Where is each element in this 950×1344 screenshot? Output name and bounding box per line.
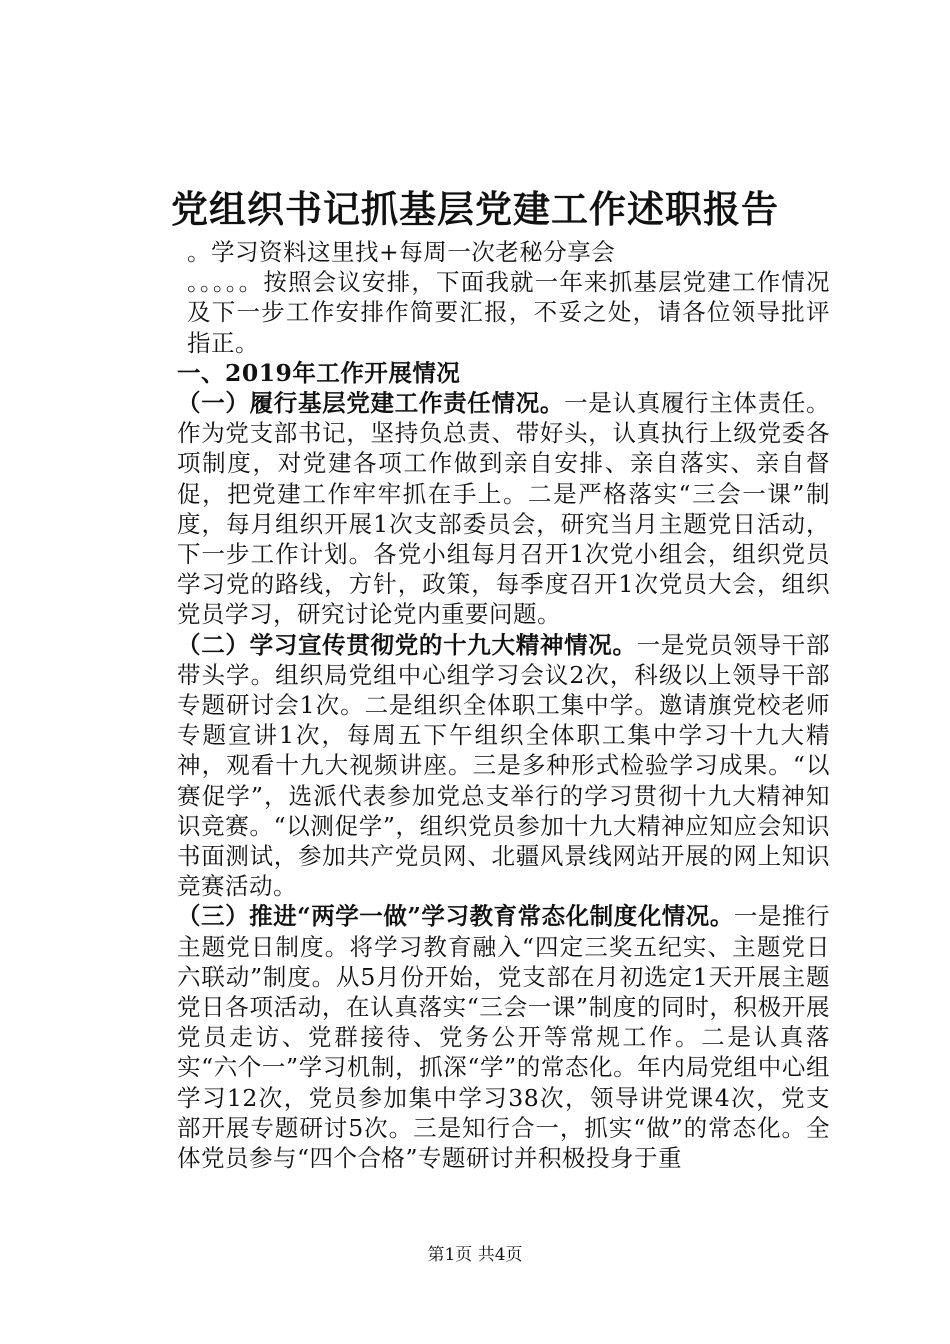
paragraph-2-text: 一是党员领导干部带头学。组织局党组中心组学习会议2次，科级以上领导干部专题研讨会1次。二是组织全体职工集中学。邀请旗党校老师专题宣讲1次，每周五下午组织全体职工集中学习十九大精神，观看十九大视频讲座。三是多种形式检验学习成果。“以赛促学”，选派代表参加党总支举行的学习贯彻十九大精神知识竞赛。“以测促学”，组织党员参加十九大精神应知应会知识书面测试，参加共产党员网、北疆风景线网站开展的网上知识竞赛活动。 bbox=[177, 630, 831, 901]
subheading-3: （三）推进“两学一做”学习教育常态化制度化情况。 bbox=[177, 902, 734, 931]
document-title: 党组织书记抓基层党建工作述职报告 bbox=[171, 187, 779, 231]
paragraph-1-text: 一是认真履行主体责任。作为党支部书记，坚持负总责、带好头，认真执行上级党委各项制度，对党建各项工作做到亲自安排、亲自落实、亲自督促，把党建工作牢牢抓在手上。二是严格落实“三会一课”制度，每月组织开展1次支部委员会，研究当月主题党日活动，下一步工作计划。各党小组每月召开1次党小组会，组织党员学习党的路线，方针，政策，每季度召开1次党员大会，组织党员学习，研究讨论党内重要问题。 bbox=[177, 389, 831, 629]
paragraph-3-text: 一是推行主题党日制度。将学习教育融入“四定三奖五纪实、主题党日六联动”制度。从5月份开始，党支部在月初选定1天开展主题党日各项活动，在认真落实“三会一课”制度的同时，积极开展党员走访、党群接待、党务公开等常规工作。二是认真落实“六个一”学习机制，抓深“学”的常态化。年内局党组中心组学习12次，党员参加集中学习38次，领导讲党课4次，党支部开展专题研讨5次。三是知行合一，抓实“做”的常态化。全体党员参与“四个合格”专题研讨并积极投身于重 bbox=[177, 902, 830, 1173]
page-footer: 第1页 共4页 bbox=[427, 1245, 523, 1265]
subheading-2: （二）学习宣传贯彻党的十九大精神情况。 bbox=[177, 630, 637, 659]
subheading-1: （一）履行基层党建工作责任情况。 bbox=[177, 389, 565, 418]
section-heading: 一、2019年工作开展情况 bbox=[177, 358, 461, 387]
paragraph-2 bbox=[130, 630, 830, 902]
paragraph-1 bbox=[130, 388, 830, 630]
intro-line: 。学习资料这里找+每周一次老秘分享会 bbox=[187, 238, 616, 266]
document-body bbox=[130, 237, 830, 1173]
intro-paragraph: 。。。。。按照会议安排，下面我就一年来抓基层党建工作情况及下一步工作安排作简要汇报，不妥之处，请各位领导批评指正。 bbox=[187, 268, 830, 357]
paragraph-3 bbox=[130, 901, 830, 1173]
